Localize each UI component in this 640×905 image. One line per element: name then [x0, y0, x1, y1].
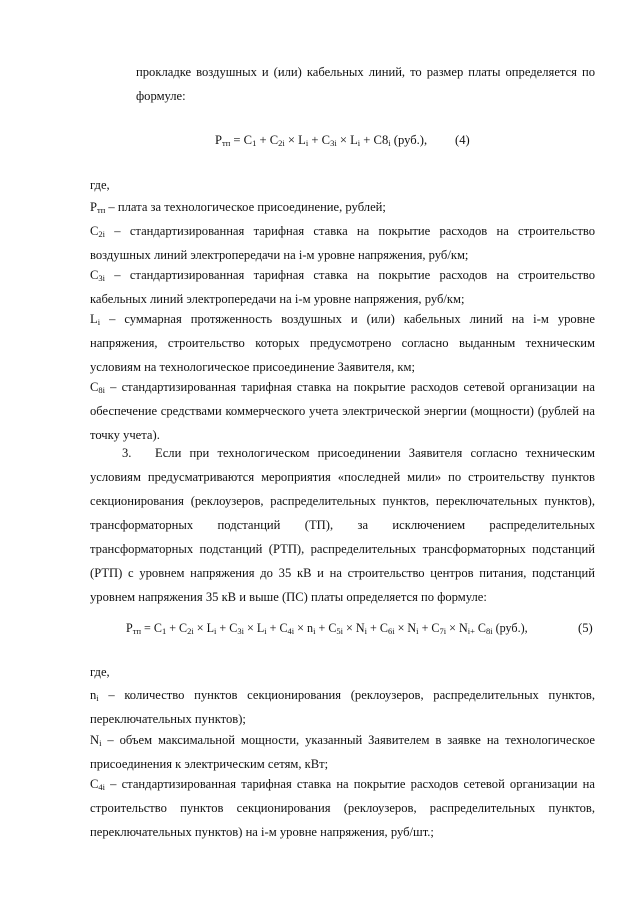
formula-5-sub: i — [214, 626, 217, 636]
formula-5-term: + C — [418, 621, 440, 635]
def-text: – стандартизированная тарифная ставка на покрытие расходов на строительство воздушных линий электропередачи на i-м уровне напряжения, руб/км; — [90, 224, 595, 262]
item-3-text-first: Если при технологическом присоединении Заявителя согласно техническим — [155, 446, 595, 460]
formula-5-sub: 5i — [336, 626, 344, 636]
def-text: – стандартизированная тарифная ставка на покрытие расходов на строительство кабельных линий электропередачи на i-м уровне напряжения, руб/км; — [90, 268, 595, 306]
def-symbol: C — [90, 777, 99, 791]
formula-5-term: × N — [446, 621, 468, 635]
formula-5-number: (5) — [578, 621, 593, 635]
def-text: – плата за технологическое присоединение, рублей; — [105, 200, 386, 214]
formula-5-sub: 3i — [237, 626, 244, 636]
def-c3 — [90, 263, 595, 311]
formula-5-term: = C — [141, 621, 162, 635]
formula-5-term: × L — [193, 621, 215, 635]
item-3-paragraph — [90, 441, 595, 609]
formula-4-sub: 2i — [278, 138, 285, 148]
def-ptp — [90, 195, 595, 219]
def-symbol-sub: 8i — [98, 385, 106, 395]
formula-5-sub: 2i — [187, 626, 194, 636]
formula-5-sub: 4i — [287, 626, 295, 636]
def-symbol-sub: 2i — [98, 229, 106, 239]
def-symbol-sub: 3i — [98, 273, 106, 283]
formula-5-term: × N — [343, 621, 365, 635]
formula-5-lhs-sub: тп — [132, 626, 141, 636]
def-c2 — [90, 219, 595, 267]
formula-4-term: = C — [230, 133, 253, 147]
formula-5-lhs: P — [126, 621, 133, 635]
formula-4-sub: i — [388, 138, 391, 148]
def-symbol-sub: i — [96, 693, 99, 703]
def-symbol: P — [90, 200, 98, 214]
def-symbol-sub: тп — [97, 205, 106, 215]
formula-4-term: + C — [256, 133, 279, 147]
where-label-2: где, — [90, 665, 110, 679]
formula-5-term: + C — [367, 621, 388, 635]
formula-4-lhs: P — [215, 133, 223, 147]
def-symbol-sub: i — [99, 738, 102, 748]
intro-paragraph — [136, 60, 595, 108]
formula-5-sub: i — [416, 626, 419, 636]
formula-5-term: + C — [166, 621, 188, 635]
formula-5-term: C — [474, 621, 486, 635]
formula-4-sub: i — [305, 138, 309, 148]
formula-5-sub: 7i — [439, 626, 447, 636]
def-text: – объем максимальной мощности, указанный Заявителем в заявке на технологическое присоединения к электрическим сетям, кВт; — [90, 733, 595, 771]
formula-5-term: × n — [294, 621, 314, 635]
formula-5-term: × L — [243, 621, 265, 635]
def-symbol: C — [90, 380, 99, 394]
formula-5-term: + C — [266, 621, 288, 635]
def-symbol: C — [90, 224, 99, 238]
item-3-text-rest: условиям предусматриваются мероприятия «последней мили» по строительству пунктов секционирования (реклоузеров, распределительных пунктов, переключательных пунктов), трансформаторных подстанций (ТП), за исключением распределительных трансформаторных подстанций (РТП), распределительных трансформаторных подстанций (РТП) с уровнем напряжения до 35 кВ и на строительство центров питания, подстанций уровнем напряжения 35 кВ и выше (ПС) платы определяется по формуле: — [90, 470, 595, 604]
intro-line-1: прокладке воздушных и (или) кабельных линий, то размер платы определяется по — [136, 65, 595, 79]
def-c4 — [90, 772, 595, 844]
formula-5-sub: i+ — [467, 626, 475, 636]
def-text: – стандартизированная тарифная ставка на покрытие расходов сетевой организации на обеспечение средствами коммерческого учета электрической энергии (мощности) (рублей на точку учета). — [90, 380, 595, 442]
formula-5 — [126, 616, 528, 640]
formula-4-term: + C8 — [360, 133, 389, 147]
def-symbol-sub: i — [97, 317, 101, 327]
formula-5-sub: 1 — [161, 626, 167, 636]
formula-5-sub: i — [364, 626, 367, 636]
def-symbol: L — [90, 312, 98, 326]
formula-4-term: × L — [284, 133, 306, 147]
intro-line-2: формуле: — [136, 89, 186, 103]
def-n — [90, 683, 595, 731]
formula-5-sub: i — [313, 626, 316, 636]
item-3-first-line — [90, 441, 595, 465]
formula-5-term: × N — [394, 621, 417, 635]
def-c8 — [90, 375, 595, 447]
def-symbol: n — [90, 688, 97, 702]
formula-5-term: + C — [315, 621, 337, 635]
formula-4-sub: 3i — [330, 138, 337, 148]
item-3-number: 3. — [122, 446, 132, 460]
formula-5-unit: (руб.), — [492, 621, 528, 635]
def-symbol: C — [90, 268, 99, 282]
formula-4-unit: (руб.), — [390, 133, 428, 147]
formula-4-sub: i — [357, 138, 361, 148]
formula-5-sub: i — [264, 626, 267, 636]
def-text: – стандартизированная тарифная ставка на покрытие расходов сетевой организации на строительство пунктов секционирования (реклоузеров, распределительных пунктов, переключательных пунктов) на i-м уровне напряжения, руб/шт.; — [90, 777, 595, 839]
formula-5-term: + C — [216, 621, 238, 635]
def-symbol: N — [90, 733, 100, 747]
def-text: – количество пунктов секционирования (реклоузеров, распределительных пунктов, переключательных пунктов); — [90, 688, 595, 726]
formula-4-number: (4) — [455, 133, 470, 147]
formula-4-term: + C — [308, 133, 331, 147]
def-N — [90, 728, 595, 776]
def-symbol-sub: 4i — [98, 782, 106, 792]
formula-4-term: × L — [336, 133, 358, 147]
where-label-1: где, — [90, 178, 110, 192]
def-l — [90, 307, 595, 379]
formula-4-lhs-sub: тп — [222, 138, 231, 148]
formula-5-sub: 6i — [387, 626, 395, 636]
formula-4-sub: 1 — [252, 138, 257, 148]
def-text: – суммарная протяженность воздушных и (или) кабельных линий на i-м уровне напряжения, строительство которых предусмотрено согласно выданным техническим условиям на технологическое присоединение Заявителя, км; — [90, 312, 595, 374]
formula-4 — [215, 128, 427, 152]
formula-5-sub: 8i — [485, 626, 493, 636]
